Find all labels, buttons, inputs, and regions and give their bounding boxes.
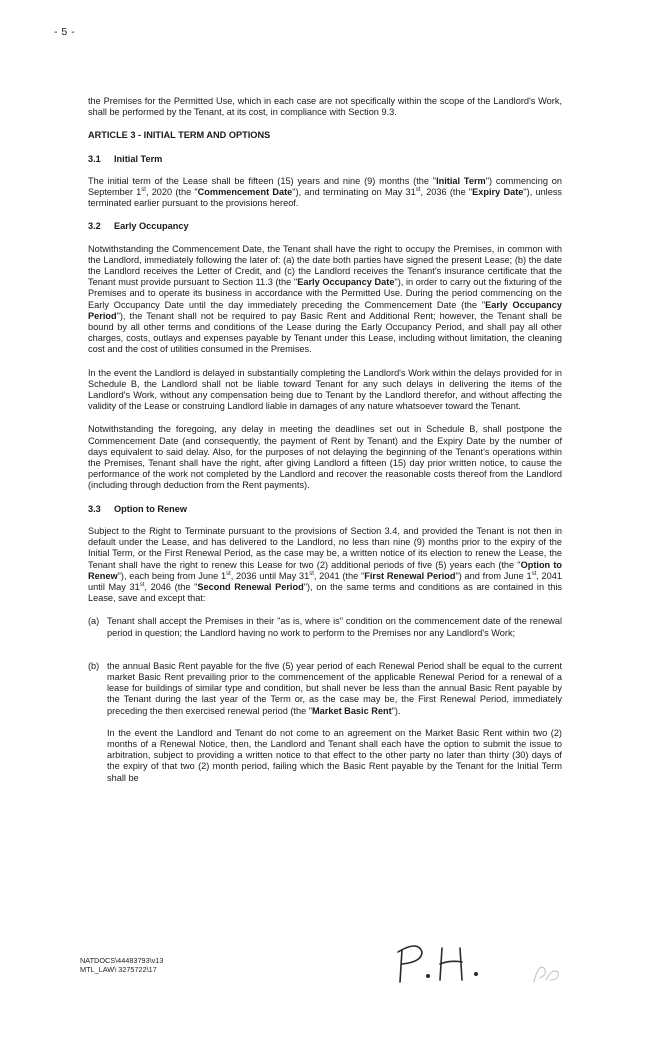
section-3-1-paragraph: The initial term of the Lease shall be fifteen (15) years and nine (9) months (the "Initial Term") commencing on September 1st, 2020 (the "Commencement Date"), and terminating on May 31st, 2036 (the "Expiry Date"), unless terminated earlier pursuant to the provisions hereof. [88, 175, 563, 209]
section-title: Initial Term [114, 153, 163, 164]
section-number: 3.2 [88, 221, 101, 232]
faint-initials-mark [528, 958, 568, 988]
section-3-3-paragraph: Subject to the Right to Terminate pursuant to the provisions of Section 3.4, and provided the Tenant is not then in default under the Lease, and has delivered to the Landlord, no less than nine (9) months prior to the expiry of the Initial Term, or the First Renewal Period, as the case may be, a written notice of its election to renew the Lease, the Tenant shall have the right to renew this Lease for two (2) additional periods of five (5) years each (the "Option to Renew"), each being from June 1st, 2036 until May 31st, 2041 (the "First Renewal Period") and from June 1st, 2041 until May 31st, 2046 (the "Second Renewal Period"), on the same terms and conditions as are contained in this Lease, save and except that: [88, 525, 563, 604]
handwritten-initials [392, 940, 502, 988]
section-number: 3.1 [88, 153, 101, 164]
list-item-a [88, 616, 562, 649]
list-item-text: the annual Basic Rent payable for the five (5) year period of each Renewal Period shall be equal to the current market Basic Rent prevailing prior to the commencement of the applicable Renewal Period for a renewal of a lease for buildings of similar type and condition, but shall never be less than the annual Basic Rent payable by the Tenant during the last year of the Term or, as the case may be, the First Renewal Period, immediately preceding the then exercised renewal period (the "Market Basic Rent"). [107, 660, 562, 716]
section-3-3-heading [88, 504, 562, 515]
footer-ref-1: NATDOCS\44483793\v13 [80, 956, 164, 965]
section-3-2-paragraph-1: Notwithstanding the Commencement Date, the Tenant shall have the right to occupy the Premises, in common with the Landlord, immediately following the later of: (a) the date both parties have signed the present Lease; (b) the date the Landlord receives the Letter of Credit, and (c) the Landlord receives the Tenant's insurance certificate that the Tenant must provide pursuant to Section 11.3 (the "Early Occupancy Date"), in order to carry out the fixturing of the Premises and to operate its business in accordance with the Permitted Use. During the period commencing on the Early Occupancy Date until the day immediately preceding the Commencement Date (the "Early Occupancy Period"), the Tenant shall not be required to pay Basic Rent and Additional Rent; however, the Tenant shall be bound by all other terms and conditions of the Lease during the Early Occupancy Period, and shall pay all other charges, costs, outlays and expenses payable by Tenant under this Lease, including without limitation, the cleaning cost and the cost of utilities consumed in the Premises. [88, 243, 563, 355]
section-3-1-heading [88, 154, 562, 165]
page-number: - 5 - [54, 26, 76, 38]
section-number: 3.3 [88, 503, 101, 514]
list-item-b [88, 661, 562, 795]
document-body [88, 96, 562, 806]
document-footer [80, 956, 163, 974]
list-label: (a) [88, 616, 100, 627]
list-label: (b) [88, 660, 100, 671]
intro-paragraph: the Premises for the Permitted Use, which in each case are not specifically within the scope of the Landlord's Work, shall be performed by the Tenant, at its cost, in compliance with Section 9.3. [88, 96, 562, 118]
section-3-2-paragraph-3: Notwithstanding the foregoing, any delay in meeting the deadlines set out in Schedule B, shall postpone the Commencement Date (and consequently, the payment of Rent by Tenant) and the Expiry Date by the number of days equivalent to said delay. Also, for the purposes of not delaying the beginning of the Tenant's operations within the Premises, Tenant shall have the right, after giving Landlord a fifteen (15) day prior written notice, to cause the performance of the work not completed by the Landlord and recover the reasonable costs thereof from the Landlord (including through deduction from the Rent payments). [88, 424, 562, 491]
section-title: Early Occupancy [114, 221, 189, 232]
footer-ref-2: MTL_LAW\ 3275722\17 [80, 965, 157, 974]
list-item-text: Tenant shall accept the Premises in their "as is, where is" condition on the commencement date of the renewal period in question; the Landlord having no work to perform to the Premises nor any Landlord's Work; [107, 616, 562, 638]
section-3-2-paragraph-2: In the event the Landlord is delayed in substantially completing the Landlord's Work within the delays provided for in Schedule B, the Landlord shall not be liable toward Tenant for any such delays in delivering the items of the Landlord's Work, without any compensation being due to Tenant by the Landlord therefor, and without affecting the validity of the Lease or construing Landlord liable in damages of any nature whatsoever toward the Tenant. [88, 367, 562, 412]
article-heading: ARTICLE 3 - INITIAL TERM AND OPTIONS [88, 130, 271, 141]
section-3-2-heading [88, 221, 562, 232]
list-item-text-2: In the event the Landlord and Tenant do not come to an agreement on the Market Basic Rent within two (2) months of a Renewal Notice, then, the Landlord and Tenant shall each have the option to submit the issue to arbitration, subject to providing a written notice to that effect to the other party no later than thirty (30) days of the expiry of that two (2) month period, failing which the Basic Rent payable by the Tenant for the Initial Term shall be [107, 727, 562, 783]
section-title: Option to Renew [114, 503, 187, 514]
